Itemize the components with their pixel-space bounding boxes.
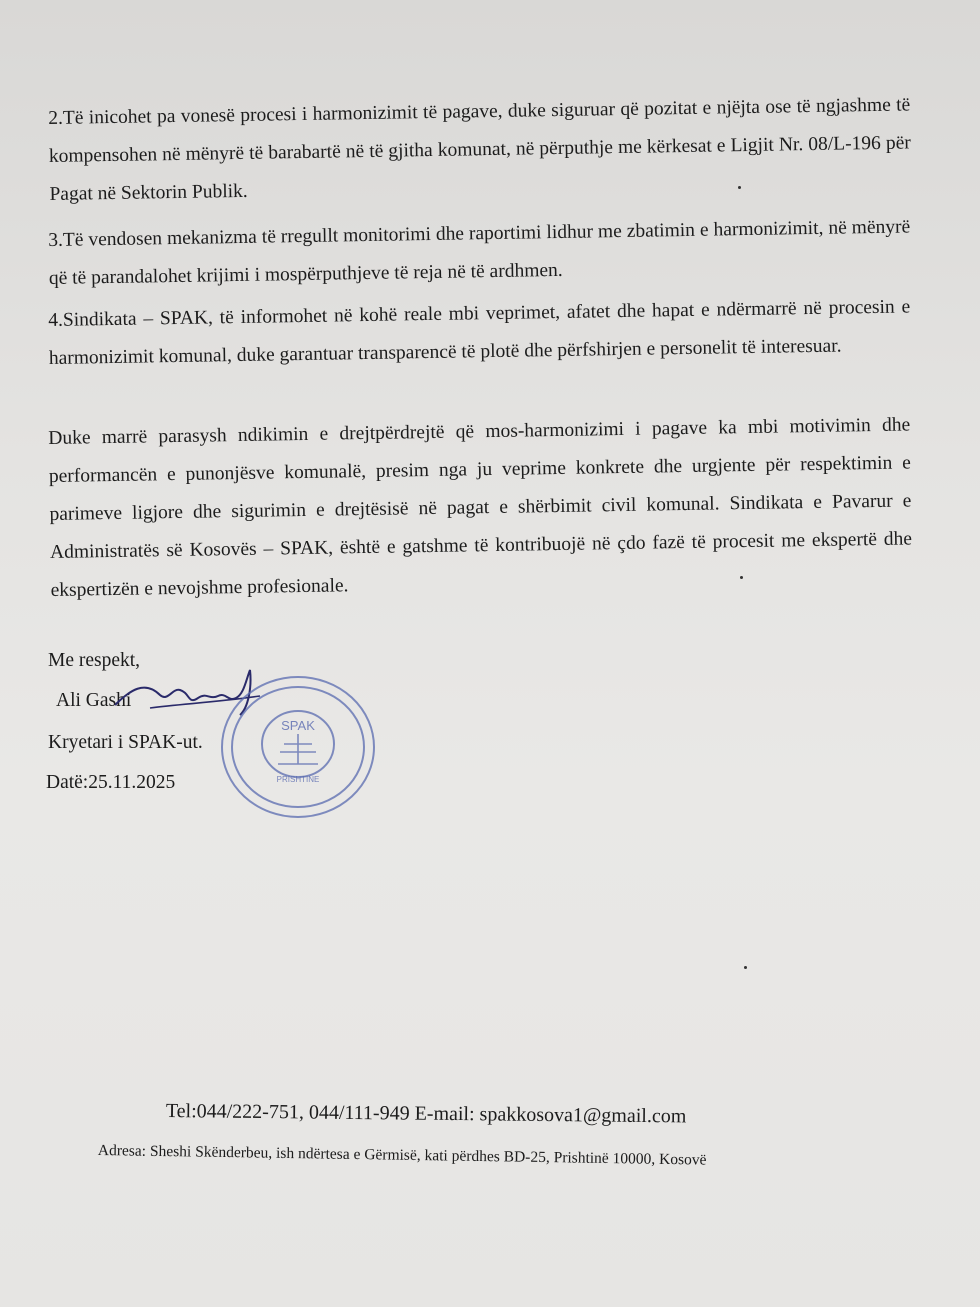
paragraph-2: 2.Të inicohet pa vonesë procesi i harmonizimit të pagave, duke siguruar që pozitat e njëjta ose të ngjashme të kompensohen në mënyrë të barabartë në të gjitha komunat, në përputhje me kërkesat e Ligjit Nr. 08/L-196 për Pagat në Sektorin Publik. [48,94,911,205]
footer-address: Adresa: Sheshi Skënderbeu, ish ndërtesa e Gërmisë, kati përdhes BD-25, Prishtinë 10000, Kosovë [97,1142,707,1169]
signatory-name: Ali Gashi [56,690,132,711]
stamp-city-text: PRISHTINE [276,775,320,784]
letter-date: Datë:25.11.2025 [46,772,176,793]
paragraph-4: 4.Sindikata – SPAK, të informohet në kohë reale mbi veprimet, afatet dhe hapat e ndërmarrë në procesin e harmonizimit komunal, duke garantuar transparencë të plotë dhe përfshirjen e personelit të interesuar. [48,296,911,369]
speck [744,966,747,969]
footer-contact: Tel:044/222-751, 044/111-949 E-mail: spakkosova1@gmail.com [165,1100,687,1128]
speck [740,576,743,579]
closing-salutation: Me respekt, [48,650,141,671]
signatory-title: Kryetari i SPAK-ut. [48,732,203,753]
official-stamp [218,672,378,822]
paragraph-closing: Duke marrë parasysh ndikimin e drejtpërdrejtë që mos-harmonizimi i pagave ka mbi motivimin dhe performancën e punonjësve komunalë, presim nga ju veprime konkrete dhe urgjente për respektimin e parimeve ligjore dhe sigurimin e drejtësisë në pagat e shërbimit civil komunal. Sindikata e Pavarur e Administratës së Kosovës – SPAK, është e gatshme të kontribuojë në çdo fazë të procesit me ekspertë dhe ekspertizën e nevojshme profesionale. [48,414,913,601]
stamp-center-text: SPAK [281,718,315,733]
speck [738,186,741,189]
paragraph-3: 3.Të vendosen mekanizma të rregullt monitorimi dhe raportimi lidhur me zbatimin e harmonizimit, në mënyrë që të parandalohet krijimi i mospërputhjeve të reja në të ardhmen. [48,216,911,289]
